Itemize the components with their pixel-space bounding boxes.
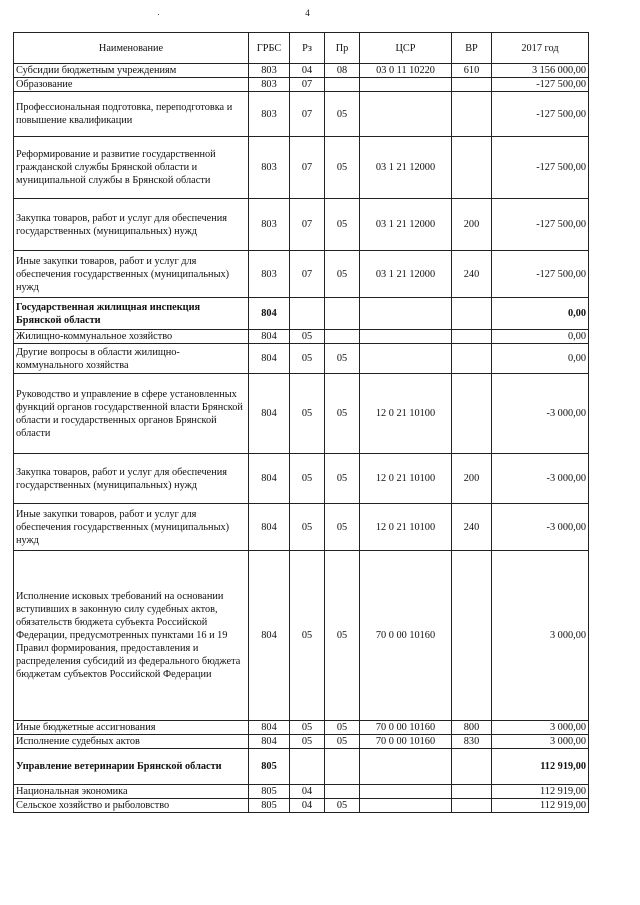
cell-csr: 03 1 21 12000 xyxy=(360,199,452,251)
cell-csr xyxy=(360,344,452,374)
cell-sum: 112 919,00 xyxy=(492,799,589,813)
cell-grbs: 805 xyxy=(249,785,290,799)
cell-rz: 05 xyxy=(290,721,325,735)
cell-vr xyxy=(452,374,492,454)
cell-name: Государственная жилищная инспекция Брянской области xyxy=(14,298,249,330)
cell-sum: 3 000,00 xyxy=(492,735,589,749)
table-row xyxy=(14,64,589,78)
cell-pr xyxy=(325,749,360,785)
cell-csr: 03 1 21 12000 xyxy=(360,137,452,199)
table-row xyxy=(14,298,589,330)
cell-grbs: 803 xyxy=(249,199,290,251)
cell-grbs: 805 xyxy=(249,799,290,813)
cell-vr xyxy=(452,330,492,344)
cell-name: Закупка товаров, работ и услуг для обеспечения государственных (муниципальных) нужд xyxy=(14,199,249,251)
cell-csr xyxy=(360,799,452,813)
page-number: 4 xyxy=(305,8,310,18)
cell-name: Субсидии бюджетным учреждениям xyxy=(14,64,249,78)
table-row xyxy=(14,551,589,721)
cell-csr xyxy=(360,785,452,799)
cell-vr xyxy=(452,78,492,92)
cell-grbs: 803 xyxy=(249,92,290,137)
cell-name: Иные закупки товаров, работ и услуг для обеспечения государственных (муниципальных) нужд xyxy=(14,251,249,298)
cell-pr: 05 xyxy=(325,199,360,251)
cell-rz: 05 xyxy=(290,454,325,504)
cell-pr: 05 xyxy=(325,799,360,813)
cell-name: Реформирование и развитие государственной гражданской службы Брянской области и муниципальной службы в Брянской области xyxy=(14,137,249,199)
cell-vr xyxy=(452,785,492,799)
table-row xyxy=(14,504,589,551)
cell-rz: 04 xyxy=(290,799,325,813)
header-vr: ВР xyxy=(452,33,492,64)
cell-vr xyxy=(452,137,492,199)
budget-table xyxy=(13,32,589,813)
header-sum-2017: 2017 год xyxy=(492,33,589,64)
cell-pr: 05 xyxy=(325,137,360,199)
cell-name: Образование xyxy=(14,78,249,92)
cell-pr: 05 xyxy=(325,92,360,137)
cell-pr: 05 xyxy=(325,344,360,374)
cell-rz: 05 xyxy=(290,735,325,749)
cell-rz: 05 xyxy=(290,504,325,551)
cell-name: Другие вопросы в области жилищно-коммунального хозяйства xyxy=(14,344,249,374)
cell-rz: 07 xyxy=(290,78,325,92)
cell-rz: 04 xyxy=(290,64,325,78)
cell-rz xyxy=(290,749,325,785)
cell-name: Профессиональная подготовка, переподготовка и повышение квалификации xyxy=(14,92,249,137)
table-row xyxy=(14,721,589,735)
cell-sum: 3 000,00 xyxy=(492,721,589,735)
table-row xyxy=(14,735,589,749)
cell-pr: 05 xyxy=(325,251,360,298)
cell-sum: 112 919,00 xyxy=(492,749,589,785)
cell-name: Закупка товаров, работ и услуг для обеспечения государственных (муниципальных) нужд xyxy=(14,454,249,504)
table-row xyxy=(14,454,589,504)
cell-sum: 0,00 xyxy=(492,344,589,374)
cell-sum: 0,00 xyxy=(492,330,589,344)
cell-rz: 05 xyxy=(290,551,325,721)
cell-sum: -3 000,00 xyxy=(492,454,589,504)
cell-vr xyxy=(452,92,492,137)
cell-pr xyxy=(325,785,360,799)
cell-vr: 240 xyxy=(452,251,492,298)
cell-rz: 07 xyxy=(290,92,325,137)
cell-vr: 800 xyxy=(452,721,492,735)
cell-grbs: 805 xyxy=(249,749,290,785)
cell-grbs: 804 xyxy=(249,330,290,344)
cell-sum: -3 000,00 xyxy=(492,504,589,551)
table-row xyxy=(14,374,589,454)
cell-grbs: 804 xyxy=(249,454,290,504)
cell-rz: 05 xyxy=(290,374,325,454)
cell-csr xyxy=(360,330,452,344)
cell-pr xyxy=(325,330,360,344)
header-name: Наименование xyxy=(14,33,249,64)
cell-name: Руководство и управление в сфере установленных функций органов государственной власти Брянской области и государственных органов Брянской области xyxy=(14,374,249,454)
cell-grbs: 803 xyxy=(249,64,290,78)
table-row xyxy=(14,330,589,344)
cell-sum: -3 000,00 xyxy=(492,374,589,454)
cell-csr: 70 0 00 10160 xyxy=(360,735,452,749)
cell-csr xyxy=(360,92,452,137)
cell-vr xyxy=(452,344,492,374)
cell-rz: 04 xyxy=(290,785,325,799)
cell-csr: 03 1 21 12000 xyxy=(360,251,452,298)
cell-grbs: 804 xyxy=(249,735,290,749)
cell-pr: 08 xyxy=(325,64,360,78)
cell-csr: 70 0 00 10160 xyxy=(360,721,452,735)
cell-pr xyxy=(325,78,360,92)
cell-sum: 3 000,00 xyxy=(492,551,589,721)
cell-sum: -127 500,00 xyxy=(492,251,589,298)
table-row xyxy=(14,92,589,137)
cell-vr xyxy=(452,298,492,330)
header-rz: Рз xyxy=(290,33,325,64)
cell-grbs: 804 xyxy=(249,504,290,551)
cell-rz: 05 xyxy=(290,330,325,344)
cell-csr xyxy=(360,78,452,92)
table-row xyxy=(14,199,589,251)
cell-vr: 830 xyxy=(452,735,492,749)
table-row xyxy=(14,344,589,374)
cell-vr: 200 xyxy=(452,199,492,251)
cell-sum: -127 500,00 xyxy=(492,78,589,92)
cell-pr: 05 xyxy=(325,721,360,735)
cell-csr xyxy=(360,749,452,785)
cell-rz xyxy=(290,298,325,330)
table-row xyxy=(14,78,589,92)
cell-csr xyxy=(360,298,452,330)
cell-pr: 05 xyxy=(325,551,360,721)
cell-grbs: 804 xyxy=(249,344,290,374)
table-row xyxy=(14,251,589,298)
cell-name: Иные бюджетные ассигнования xyxy=(14,721,249,735)
table-header-row xyxy=(14,33,589,64)
table-row xyxy=(14,137,589,199)
header-grbs: ГРБС xyxy=(249,33,290,64)
cell-vr xyxy=(452,551,492,721)
cell-grbs: 804 xyxy=(249,298,290,330)
header-csr: ЦСР xyxy=(360,33,452,64)
cell-pr: 05 xyxy=(325,504,360,551)
cell-grbs: 804 xyxy=(249,551,290,721)
cell-vr: 200 xyxy=(452,454,492,504)
cell-grbs: 804 xyxy=(249,374,290,454)
header-pr: Пр xyxy=(325,33,360,64)
cell-sum: -127 500,00 xyxy=(492,199,589,251)
cell-name: Национальная экономика xyxy=(14,785,249,799)
cell-pr: 05 xyxy=(325,374,360,454)
cell-rz: 07 xyxy=(290,137,325,199)
cell-grbs: 803 xyxy=(249,137,290,199)
cell-grbs: 803 xyxy=(249,251,290,298)
cell-sum: -127 500,00 xyxy=(492,92,589,137)
cell-csr: 03 0 11 10220 xyxy=(360,64,452,78)
cell-csr: 12 0 21 10100 xyxy=(360,454,452,504)
cell-sum: 112 919,00 xyxy=(492,785,589,799)
table-row xyxy=(14,799,589,813)
cell-sum: 0,00 xyxy=(492,298,589,330)
cell-csr: 70 0 00 10160 xyxy=(360,551,452,721)
cell-name: Управление ветеринарии Брянской области xyxy=(14,749,249,785)
table-row xyxy=(14,749,589,785)
cell-name: Исполнение судебных актов xyxy=(14,735,249,749)
cell-rz: 05 xyxy=(290,344,325,374)
cell-csr: 12 0 21 10100 xyxy=(360,374,452,454)
cell-csr: 12 0 21 10100 xyxy=(360,504,452,551)
cell-pr: 05 xyxy=(325,735,360,749)
cell-name: Сельское хозяйство и рыболовство xyxy=(14,799,249,813)
cell-vr: 240 xyxy=(452,504,492,551)
cell-rz: 07 xyxy=(290,251,325,298)
cell-name: Жилищно-коммунальное хозяйство xyxy=(14,330,249,344)
cell-sum: 3 156 000,00 xyxy=(492,64,589,78)
cell-name: Исполнение исковых требований на основании вступивших в законную силу судебных актов, обязательств бюджета субъекта Российской Федерации, предусмотренных пунктами 16 и 19 Правил формирования, предоставления и распределения субсидий из федерального бюджета бюджетам субъектов Российской Федерации xyxy=(14,551,249,721)
cell-sum: -127 500,00 xyxy=(492,137,589,199)
cell-pr xyxy=(325,298,360,330)
scan-speck xyxy=(158,14,159,15)
cell-vr xyxy=(452,749,492,785)
table-row xyxy=(14,785,589,799)
cell-grbs: 803 xyxy=(249,78,290,92)
cell-name: Иные закупки товаров, работ и услуг для обеспечения государственных (муниципальных) нужд xyxy=(14,504,249,551)
cell-pr: 05 xyxy=(325,454,360,504)
cell-vr: 610 xyxy=(452,64,492,78)
cell-vr xyxy=(452,799,492,813)
cell-rz: 07 xyxy=(290,199,325,251)
cell-grbs: 804 xyxy=(249,721,290,735)
